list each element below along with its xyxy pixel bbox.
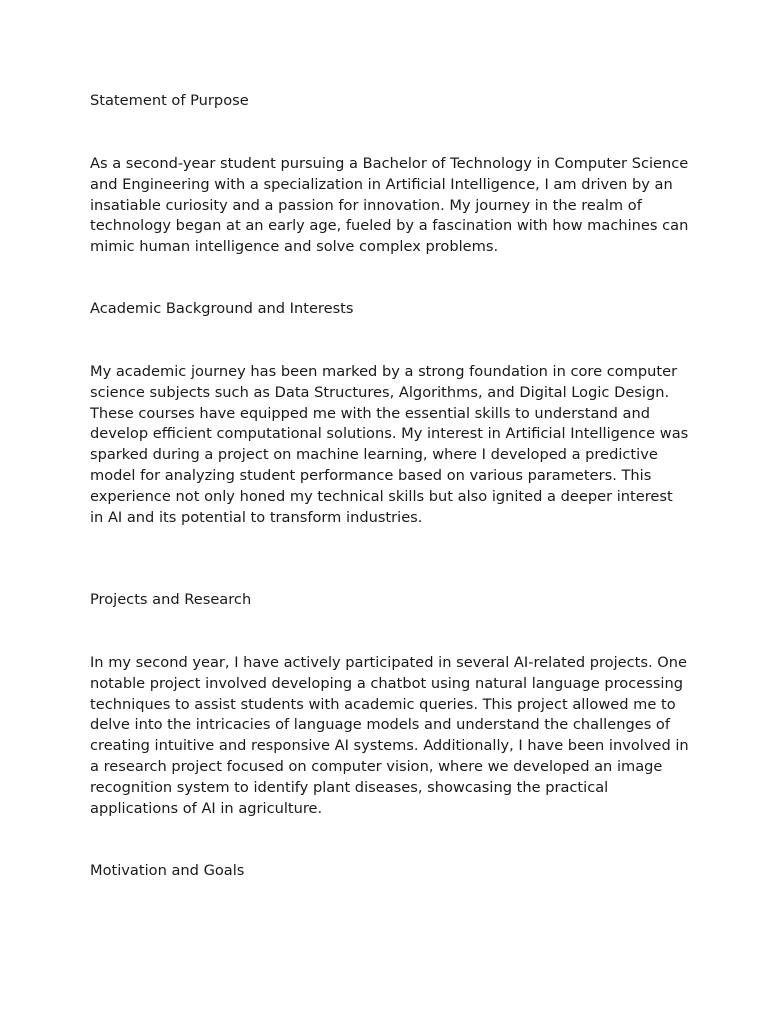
section-heading-academic: Academic Background and Interests [90,300,354,317]
section-heading-motivation: Motivation and Goals [90,862,245,879]
document-title: Statement of Purpose [90,92,249,109]
intro-paragraph: As a second-year student pursuing a Bachelor of Technology in Computer Science and Engineering with a specialization in Artificial Intelligence, I am driven by an insatiable curiosity and a passion for innovation. My journey in the realm of technology began at an early age, fueled by a fascination with how machines can mimic human intelligence and solve complex problems. [90,155,689,256]
section-body-academic: My academic journey has been marked by a strong foundation in core computer science subjects such as Data Structures, Algorithms, and Digital Logic Design. These courses have equipped me with the essential skills to understand and develop efficient computational solutions. My interest in Artificial Intelligence was sparked during a project on machine learning, where I developed a predictive model for analyzing student performance based on various parameters. This experience not only honed my technical skills but also ignited a deeper interest in AI and its potential to transform industries. [90,363,689,526]
section-heading-projects: Projects and Research [90,591,252,608]
section-body-projects: In my second year, I have actively participated in several AI-related projects. One notable project involved developing a chatbot using natural language processing techniques to assist students with academic queries. This project allowed me to delve into the intricacies of language models and understand the challenges of creating intuitive and responsive AI systems. Additionally, I have been involved in a research project focused on computer vision, where we developed an image recognition system to identify plant diseases, showcasing the practical applications of AI in agriculture. [90,654,689,817]
